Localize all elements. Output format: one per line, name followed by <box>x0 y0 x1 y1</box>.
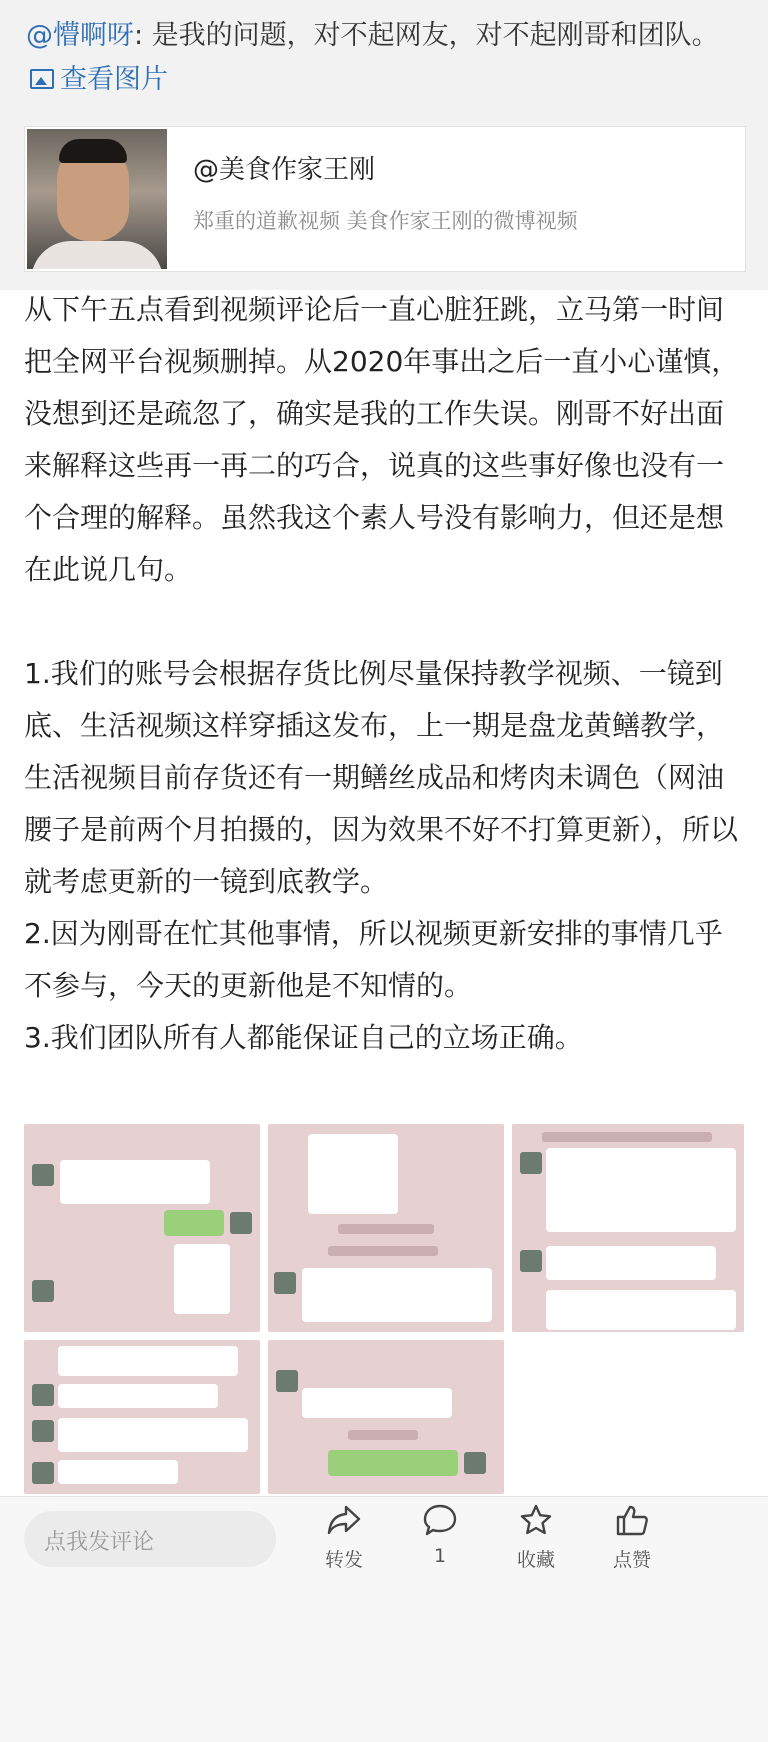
comment-placeholder: 点我发评论 <box>44 1530 155 1555</box>
comment-button[interactable] <box>400 1503 480 1567</box>
post-paragraph: 2.因为刚哥在忙其他事情，所以视频更新安排的事情几乎不参与，今天的更新他是不知情的。 <box>24 917 723 1002</box>
like-button[interactable] <box>592 1503 672 1572</box>
bottom-action-bar <box>0 1496 768 1742</box>
chat-screenshot[interactable] <box>512 1124 744 1332</box>
video-description: 郑重的道歉视频 美食作家王刚的微博视频 <box>193 209 578 233</box>
comment-icon <box>422 1503 458 1537</box>
post-paragraph: 3.我们团队所有人都能保证自己的立场正确。 <box>24 1021 583 1054</box>
view-picture-link[interactable] <box>26 64 168 95</box>
chat-screenshot[interactable] <box>268 1124 504 1332</box>
video-author[interactable]: @美食作家王刚 <box>193 155 376 185</box>
forward-button[interactable] <box>304 1503 384 1572</box>
forward-icon <box>326 1503 362 1537</box>
thumbs-up-icon <box>614 1503 650 1537</box>
video-thumbnail[interactable] <box>27 129 167 269</box>
comment-input[interactable] <box>24 1511 276 1567</box>
chat-screenshot[interactable] <box>24 1124 260 1332</box>
star-icon <box>518 1503 554 1537</box>
chat-screenshot[interactable] <box>24 1340 260 1494</box>
forward-label: 转发 <box>324 1549 363 1571</box>
image-icon <box>30 69 54 89</box>
image-grid <box>24 1124 744 1494</box>
repost-area <box>0 0 768 290</box>
repost-text <box>26 14 742 102</box>
repost-message: : 是我的问题，对不起网友，对不起刚哥和团队。 <box>134 20 719 51</box>
post-paragraph: 从下午五点看到视频评论后一直心脏狂跳，立马第一时间把全网平台视频删掉。从2020年事出之后一直小心谨慎，没想到还是疏忽了，确实是我的工作失误。刚哥不好出面来解释这些再一再二的巧合，说真的这些事好像也没有一个合理的解释。虽然我这个素人号没有影响力，但还是想在此说几句。 <box>24 293 740 586</box>
post-paragraph: 1.我们的账号会根据存货比例尽量保持教学视频、一镜到底、生活视频这样穿插这发布，上一期是盘龙黄鳝教学，生活视频目前存货还有一期鳝丝成品和烤肉未调色（网油腰子是前两个月拍摄的，因为效果不好不打算更新），所以就考虑更新的一镜到底教学。 <box>24 657 739 898</box>
favorite-button[interactable] <box>496 1503 576 1572</box>
repost-user-link[interactable]: @懵啊呀 <box>26 20 134 51</box>
comment-count: 1 <box>433 1545 447 1567</box>
post-body <box>24 284 746 1064</box>
chat-screenshot[interactable] <box>268 1340 504 1494</box>
like-label: 点赞 <box>612 1549 651 1571</box>
video-card[interactable] <box>24 126 746 272</box>
favorite-label: 收藏 <box>516 1549 555 1571</box>
view-picture-label: 查看图片 <box>60 64 168 95</box>
